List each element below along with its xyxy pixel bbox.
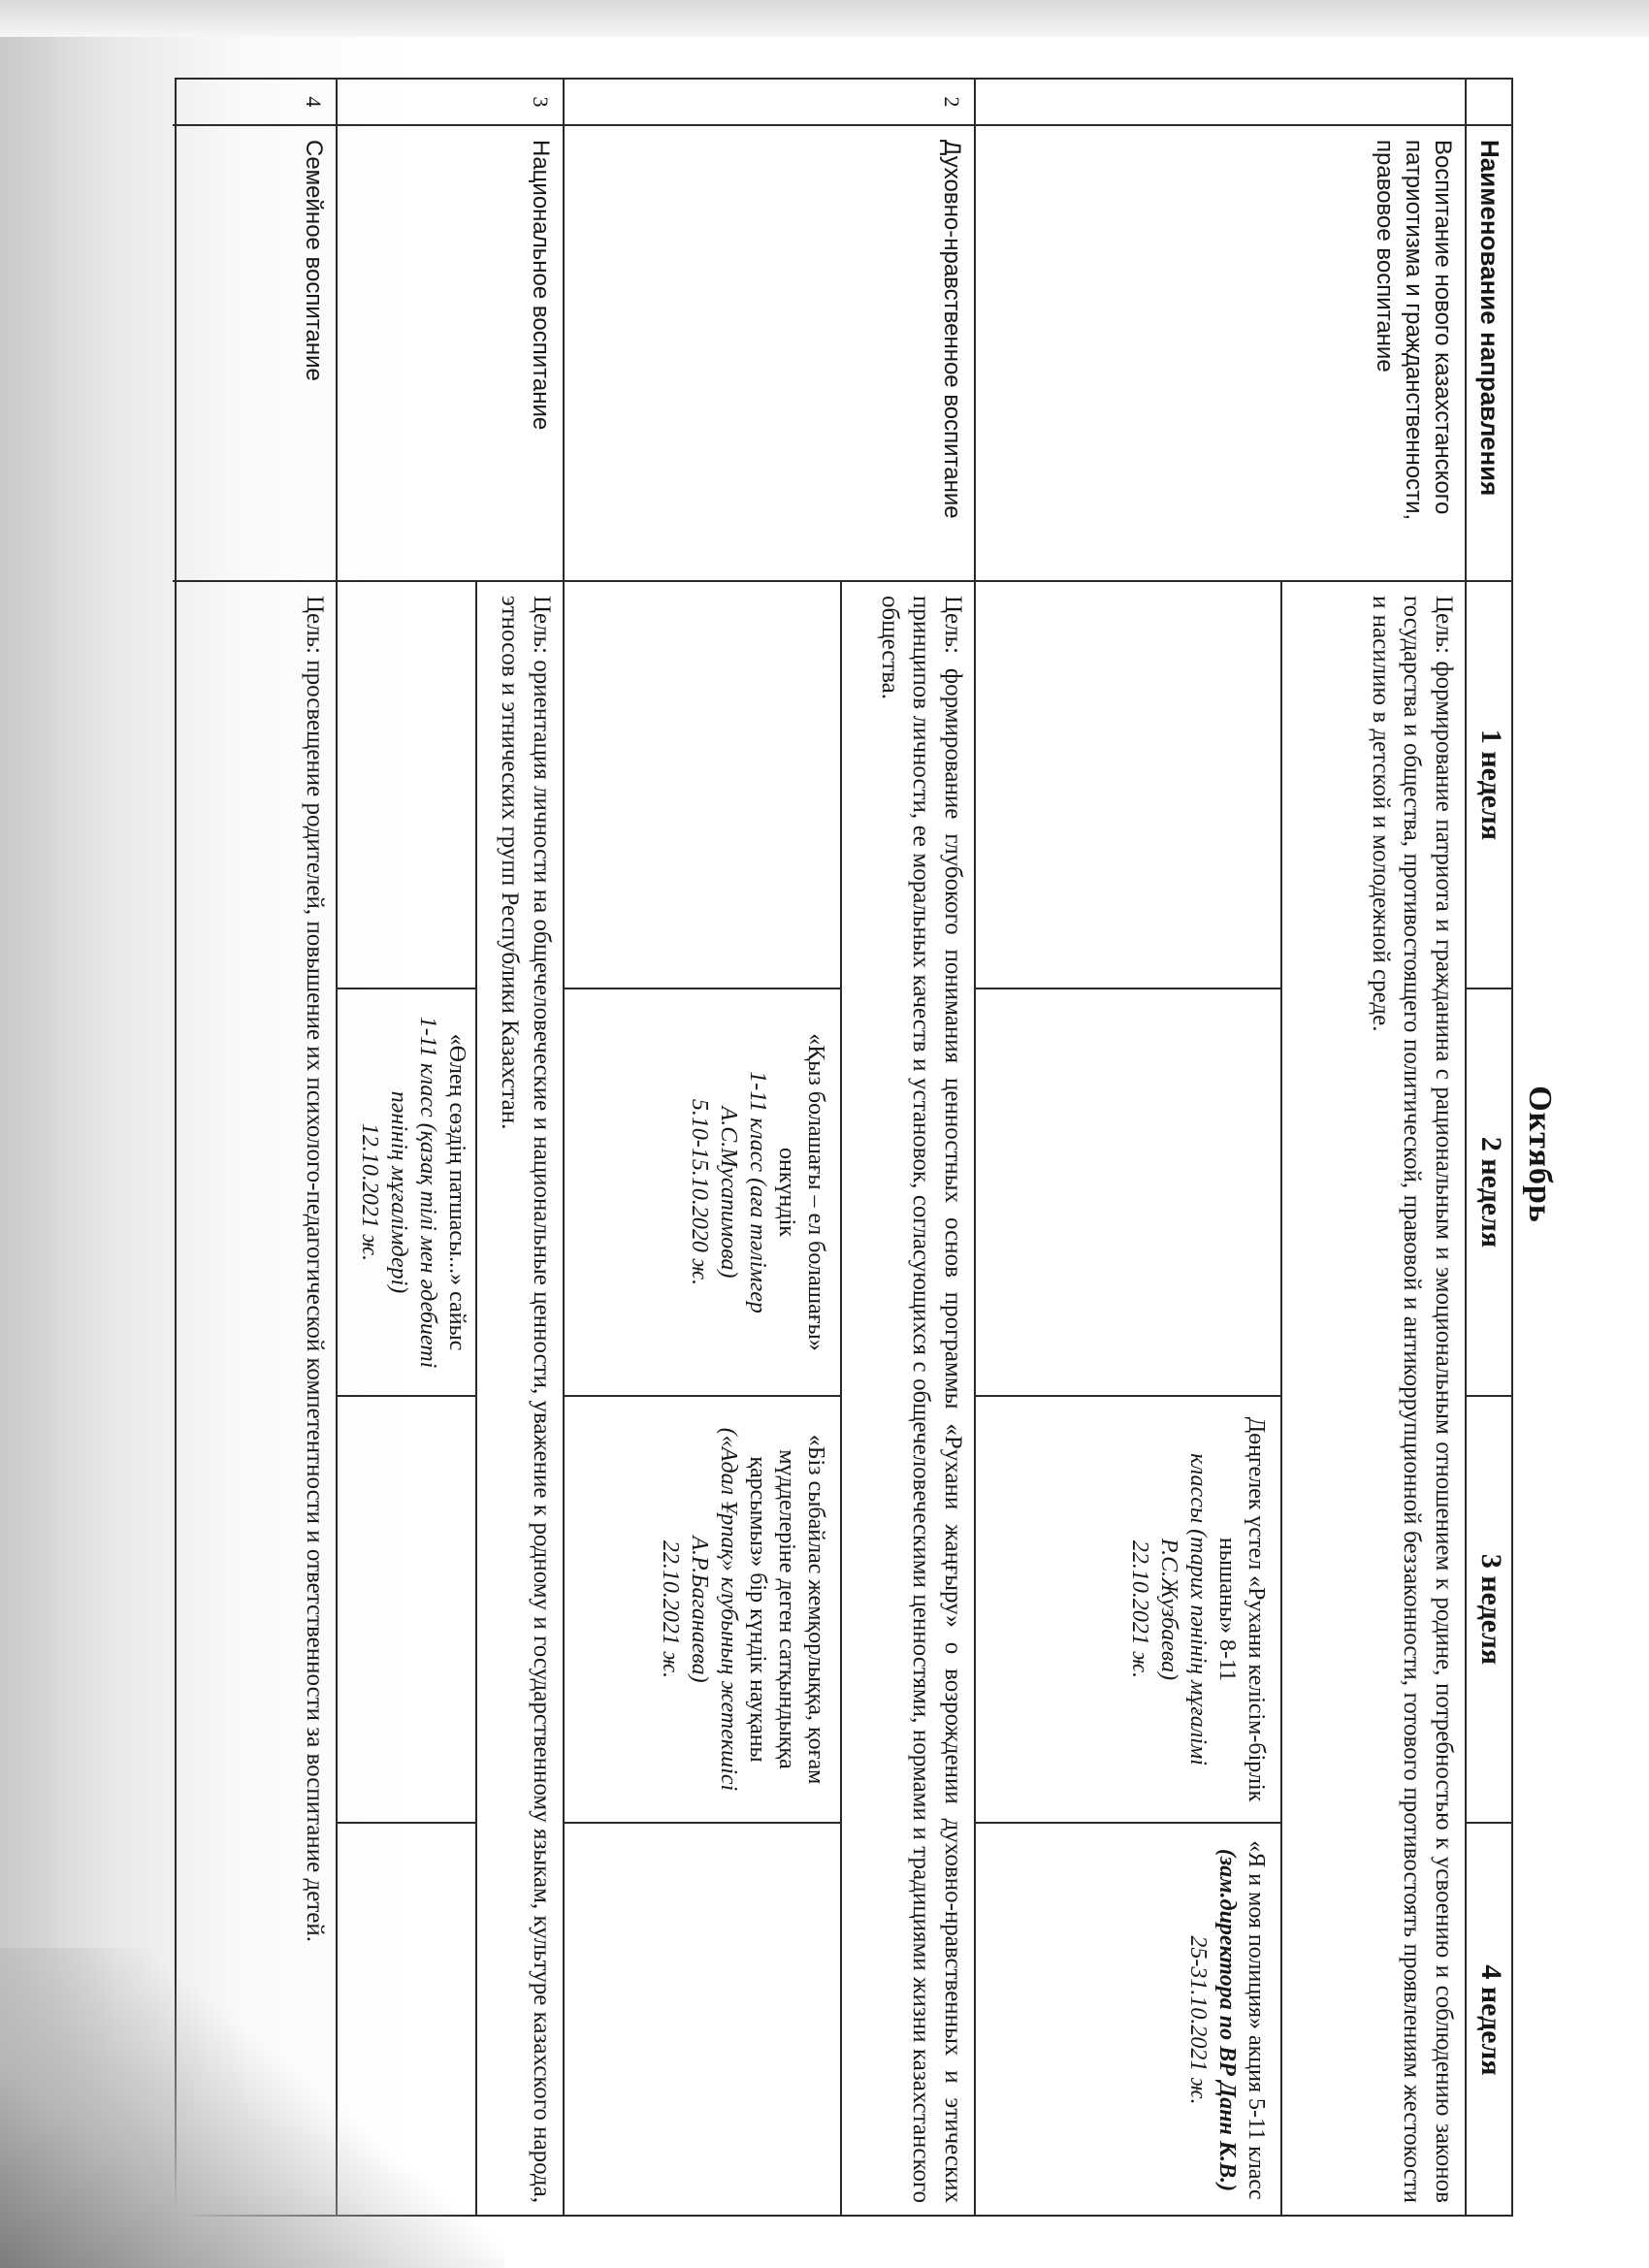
row-direction: Духовно-нравственное воспитание xyxy=(565,126,974,582)
table-header-row xyxy=(1465,80,1511,2215)
week-2-cell xyxy=(974,989,1280,1397)
event-date: 25-31.10.2021 ж. xyxy=(1185,1935,1211,2105)
rotated-page xyxy=(136,58,1591,2251)
scan-corner-shadow xyxy=(0,1948,504,2268)
event-title: Дөңгелек үстел «Рухани келісім-бірлік нышаны» 8-11 xyxy=(1214,1416,1269,1802)
row-goal: Цель: ориентация личности на общечеловеческие и национальные ценности, уважение к родному и государственному языкам, культуре казахского народа, этносов и этнических групп Республики Казахстан. xyxy=(475,582,563,2217)
week-2-cell xyxy=(563,989,840,1397)
event-title: «Біз сыбайлас жемқорлыққа, қоғам мүдделеріне деген сатқындыққа қарсымыз» бір күндік науқаны xyxy=(745,1434,828,1785)
event-responsible: 1-11 класс (қазақ тілі мен әдебиеті пәнінің мұғалімдері) xyxy=(386,1016,440,1369)
event-date: 5.10-15.10.2020 ж. xyxy=(687,1098,712,1286)
event-responsible: («Адал Ұрпақ» клубының жетекшісі А.Р.Баганаева) xyxy=(687,1427,741,1792)
event-responsible: (зам.директора по ВР Данн К.В.) xyxy=(1214,1848,1240,2192)
table-row xyxy=(336,80,563,2215)
event-title: «Я и моя полиция» акция 5-11 класс xyxy=(1244,1840,1269,2200)
week-2-cell xyxy=(336,989,475,1397)
week-3-cell xyxy=(563,1397,840,1824)
event-date: 12.10.2021 ж. xyxy=(357,1122,382,1262)
event-responsible: 1-11 класс (аға тәлімгер А.С.Мусапимова) xyxy=(716,1071,770,1313)
week-1-cell xyxy=(974,582,1280,989)
header-week-4: 4 неделя xyxy=(1475,1964,1507,2076)
header-week-3: 3 неделя xyxy=(1467,1397,1511,1824)
week-3-cell xyxy=(336,1397,475,1824)
header-num-cell xyxy=(1467,80,1511,126)
event-title: «Қыз болашағы – ел болашағы» онкүндік xyxy=(774,1033,828,1351)
week-1-cell xyxy=(336,582,475,989)
table-row xyxy=(173,80,336,2215)
scan-top-edge xyxy=(0,0,1649,37)
table-row xyxy=(563,80,974,2215)
header-week-1: 1 неделя xyxy=(1467,582,1511,989)
plan-table xyxy=(175,78,1513,2217)
row-number: 4 xyxy=(173,80,336,126)
row-number xyxy=(976,80,1465,126)
event-responsible: классы (тарих пәнінің мұғалімі Р.С.Жузбаева) xyxy=(1156,1453,1211,1766)
row-number: 2 xyxy=(565,80,974,126)
month-title: Октябрь xyxy=(1522,1085,1558,1223)
row-goal: Цель: формирование глубокого понимания ценностных основ программы «Рухани жаңғыру» о возрождении духовно-нравственных и этических принципов личности, ее моральных качеств и установок, согласующихся с общечеловеческими ценностями, нормами и традициями жизни казахстанского общества. xyxy=(840,582,974,2217)
row-number: 3 xyxy=(338,80,563,126)
row-goal: Цель: просвещение родителей, повышение их психолого-педагогической компетентности и ответственности за воспитание детей. xyxy=(302,596,328,1942)
table-row xyxy=(974,80,1465,2215)
row-direction: Национальное воспитание xyxy=(338,126,563,582)
week-1-cell xyxy=(563,582,840,989)
row-goal: Цель: формирование патриота и гражданина с рациональным и эмоциональным отношением к родине, потребностью к усвоению и соблюдению законов государства и общества, противостоящего политической, правовой и антикоррупционной беззаконности, готового противостоять проявлениям жестокости и насилию в детской и молодежной среде. xyxy=(1280,582,1465,2217)
week-3-cell xyxy=(974,1397,1280,1824)
event-date: 22.10.2021 ж. xyxy=(1127,1539,1152,1679)
header-direction: Наименование направления xyxy=(1467,126,1511,582)
event-title: «Өлең сөздің патшасы...» сайыс xyxy=(444,1033,469,1351)
week-4-cell xyxy=(974,1824,1280,2217)
row-direction: Воспитание нового казахстанского патриотизма и гражданственности, правовое воспитание xyxy=(976,126,1465,582)
week-4-cell xyxy=(563,1824,840,2217)
row-direction: Семейное воспитание xyxy=(173,126,336,582)
event-date: 22.10.2021 ж. xyxy=(658,1539,683,1679)
header-week-2: 2 неделя xyxy=(1467,989,1511,1397)
